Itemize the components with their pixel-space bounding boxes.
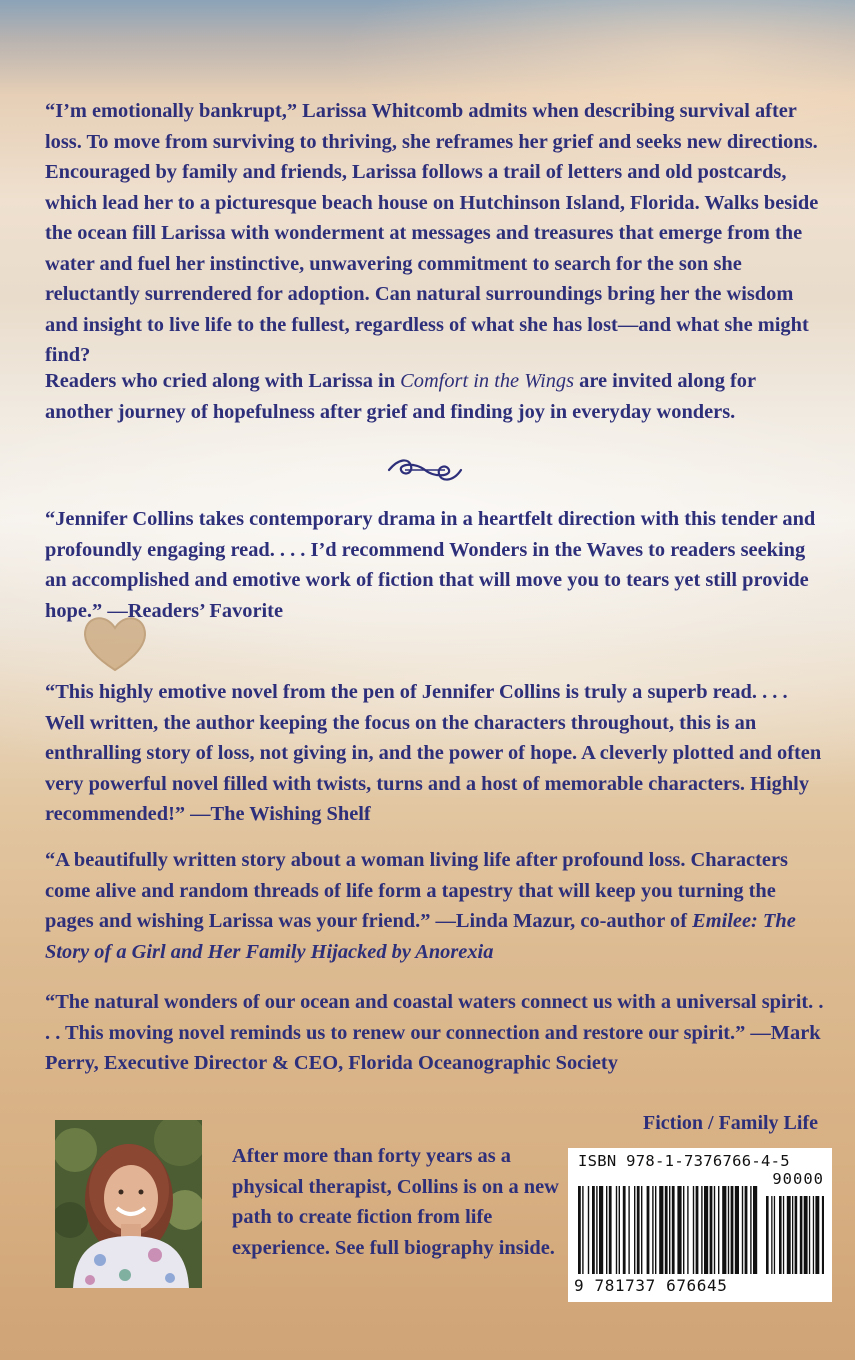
book-title-comfort: Comfort in the Wings <box>400 370 575 392</box>
price-addon-label: 90000 <box>772 1170 824 1188</box>
blurb-p2-text-after: are invited along for another journey of hopefulness after grief and finding joy in everyday wonders. <box>45 370 756 423</box>
blurb-p2-text: Readers who cried along with Larissa in <box>45 370 401 392</box>
ean-number: 9 781737 676645 <box>574 1276 728 1295</box>
review-wishing-shelf: “This highly emotive novel from the pen of Jennifer Collins is truly a superb read. . . . Well written, the author keeping the focus on the characters throughout, this is an enthralling story of loss, not giving in, and the power of hope. A cleverly plotted and often very powerful novel filled with twists, turns and a host of memorable characters. Highly recommended!” —The Wishing Shelf <box>45 681 822 825</box>
isbn-label: ISBN 978-1-7376766-4-5 <box>578 1152 790 1170</box>
review-mark-perry: “The natural wonders of our ocean and coastal waters connect us with a universal spirit. . . . This moving novel reminds us to renew our connection and restore our spirit.” —Mark Perry, Executive Director & CEO, Florida Oceanographic Society <box>45 991 824 1074</box>
author-bio: After more than forty years as a physical therapist, Collins is on a new path to create fiction from life experience. See full biography inside. <box>232 1145 559 1259</box>
review-linda-mazur <box>45 845 825 967</box>
barcode-bars <box>576 1186 824 1276</box>
blurb-paragraph-1: “I’m emotionally bankrupt,” Larissa Whitcomb admits when describing survival after loss. To move from surviving to thriving, she reframes her grief and seeks new directions. Encouraged by family and friends, Larissa follows a trail of letters and old postcards, which lead her to a picturesque beach house on Hutchinson Island, Florida. Walks beside the ocean fill Larissa with wonderment at messages and treasures that emerge from the water and fuel her instinctive, unwavering commitment to search for the son she reluctantly surrendered for adoption. Can natural surroundings bring her the wisdom and insight to live life to the fullest, regardless of what she has lost—and what she might find? <box>45 100 819 366</box>
book-title-emilee: Emilee: The Story of a Girl and Her Family Hijacked by Anorexia <box>45 910 796 963</box>
blurb-paragraph-2 <box>45 366 825 427</box>
review-linda-mazur-text: “A beautifully written story about a woman living life after profound loss. Characters come alive and random threads of life form a tapestry that will keep you turning the pages and wishing Larissa was your friend.” —Linda Mazur, co-author of <box>45 849 788 932</box>
author-portrait-image <box>55 1120 202 1288</box>
category-label: Fiction / Family Life <box>643 1112 818 1134</box>
author-photo <box>55 1120 202 1288</box>
isbn-barcode <box>568 1148 832 1302</box>
review-readers-favorite: “Jennifer Collins takes contemporary drama in a heartfelt direction with this tender and profoundly engaging read. . . . I’d recommend Wonders in the Waves to readers seeking an accomplished and emotive work of fiction that will move you to tears yet still provide hope.” —Readers’ Favorite <box>45 508 816 622</box>
flourish-ornament-icon <box>385 456 465 484</box>
